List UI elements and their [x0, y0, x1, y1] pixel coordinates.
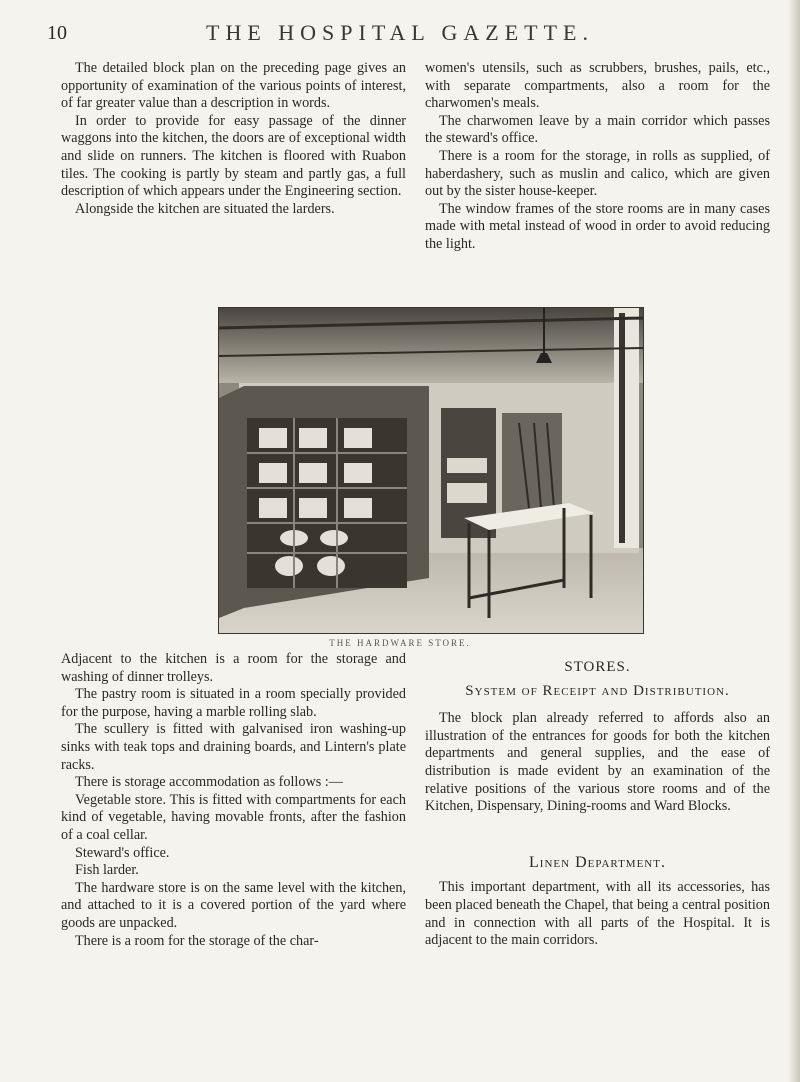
- paragraph: The block plan already referred to affords also an illustration of the entrances for goods for both the kitchen departments and general supplies, and the ease of distribution is made evident by an examination of the relative positions of the various store rooms and of the Kitchen, Dispensary, Dining-rooms and Ward Blocks.: [425, 710, 770, 815]
- hardware-store-photo: [218, 307, 644, 634]
- left-column-top: [61, 60, 406, 218]
- right-column-top: [425, 60, 770, 254]
- paragraph: The charwomen leave by a main corridor which passes the steward's office.: [425, 112, 770, 147]
- paragraph: The window frames of the store rooms are in many cases made with metal instead of wood in order to avoid reducing the light.: [425, 200, 770, 252]
- paragraph: Adjacent to the kitchen is a room for the storage and washing of dinner trolleys.: [61, 651, 406, 685]
- paragraph: In order to provide for easy passage of the dinner waggons into the kitchen, the doors are of exceptional width and slide on runners. The kitchen is floored with Ruabon tiles. The cooking is partly by steam and partly gas, a full description of which appears under the Engineering section.: [61, 112, 406, 200]
- paragraph: Steward's office.: [75, 844, 170, 861]
- stores-subheading: System of Receipt and Distribution.: [465, 682, 730, 699]
- paragraph: This important department, with all its accessories, has been placed beneath the Chapel, that being a central position and in connection with all parts of the Hospital. It is adjacent to the main corridors.: [425, 879, 770, 949]
- page-edge-shadow: [788, 0, 800, 1082]
- paragraph: Fish larder.: [75, 862, 139, 879]
- paragraph: Vegetable store. This is fitted with compartments for each kind of vegetable, having movable fronts, after the fashion of a coal cellar.: [61, 791, 406, 843]
- linen-heading: Linen Department.: [529, 853, 666, 871]
- right-column-bottom: [425, 651, 770, 950]
- figure-caption: THE HARDWARE STORE.: [329, 638, 471, 648]
- paragraph: There is a room for the storage of the char-: [75, 932, 319, 949]
- page-number: 10: [47, 22, 67, 44]
- paragraph: Alongside the kitchen are situated the larders.: [75, 200, 335, 217]
- paragraph: women's utensils, such as scrubbers, brushes, pails, etc., with separate compartments, also a room for the charwomen's meals.: [425, 60, 770, 112]
- running-title: THE HOSPITAL GAZETTE.: [206, 20, 594, 45]
- paragraph: The scullery is fitted with galvanised iron washing-up sinks with teak tops and draining boards, and Lintern's plate racks.: [61, 721, 406, 773]
- stores-heading: STORES.: [564, 659, 631, 675]
- paragraph: The pastry room is situated in a room specially provided for the purpose, having a marble rolling slab.: [61, 686, 406, 720]
- left-column-bottom: [61, 651, 406, 950]
- paragraph: There is storage accommodation as follows :—: [75, 774, 343, 791]
- paragraph: There is a room for the storage, in rolls as supplied, of haberdashery, such as muslin and calico, which are given out by the sister house-keeper.: [425, 147, 770, 200]
- paragraph: The detailed block plan on the preceding page gives an opportunity of examination of the various points of interest, of far greater value than a description in words.: [61, 60, 406, 112]
- paragraph: The hardware store is on the same level with the kitchen, and attached to it is a covered portion of the yard where goods are unpacked.: [61, 879, 406, 931]
